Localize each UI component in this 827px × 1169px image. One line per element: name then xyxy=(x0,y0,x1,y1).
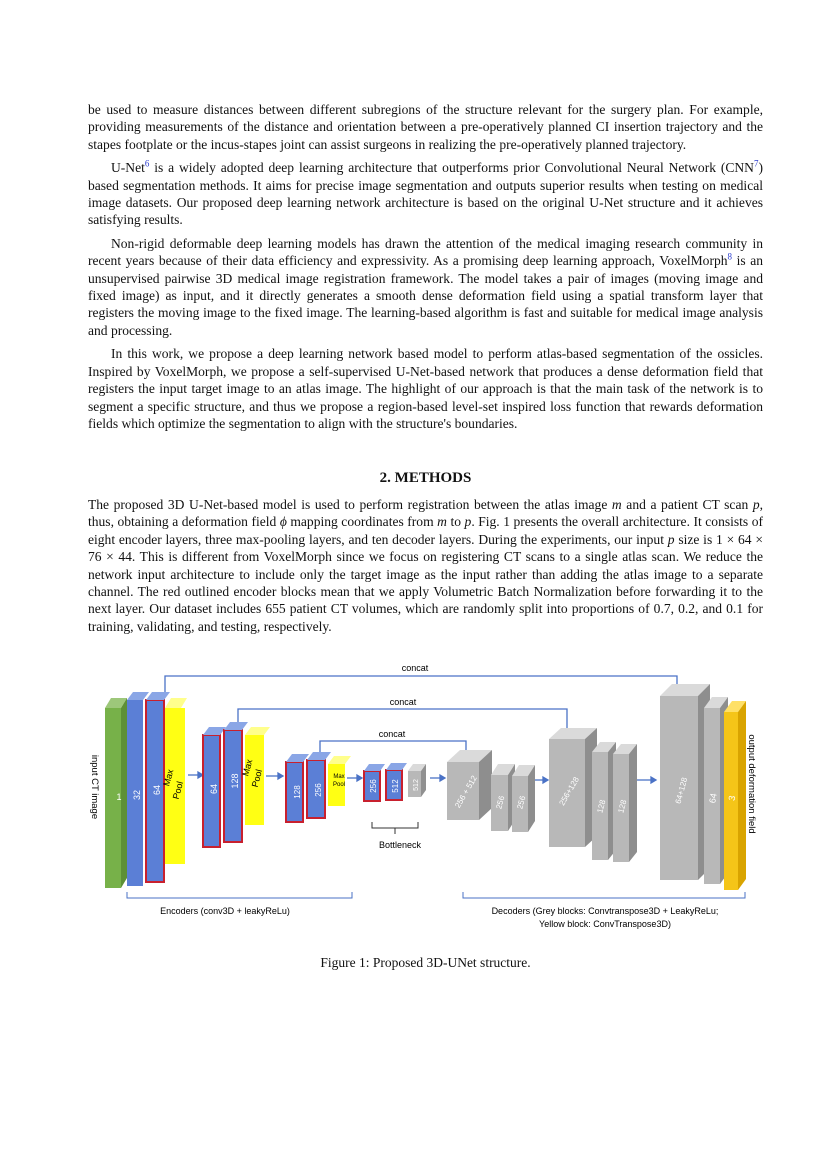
concat-label-3: concat xyxy=(378,729,406,739)
block-side xyxy=(629,744,637,862)
text: size is 1 × 64 × 76 × 44. This is different from VoxelMorph since we focus on registering CT scans to a single atlas scan. We reduce the network input architecture to include only the target image as the input rather than adding the atlas image to a separate channel. The red outlined encoder blocks mean that we apply Volumetric Batch Normalization before forwarding it to the next layer. Our dataset includes 655 patient CT volumes, which are randomly split into proportions of 0.7, 0.2, and 0.1 for training, validating, and testing, respectively. xyxy=(88,531,763,634)
block-side xyxy=(121,698,127,888)
bottleneck-label: Bottleneck xyxy=(378,840,422,850)
block-label: Pool xyxy=(170,780,186,801)
block-label: 256 xyxy=(369,779,378,793)
block-label: 1 xyxy=(116,792,122,802)
bottleneck-bracket xyxy=(372,822,418,828)
section-heading-methods: 2. METHODS xyxy=(379,470,472,486)
encoder-stage-2 xyxy=(203,722,270,847)
concat-label-1: concat xyxy=(401,663,429,673)
math-m: m xyxy=(611,497,622,512)
text: is a widely adopted deep learning architecture that outperforms prior Convolutional Neural Network (CNN xyxy=(149,160,754,176)
block-label: 128 xyxy=(595,798,608,815)
block-label: 64 xyxy=(707,792,719,804)
text: U-Net xyxy=(111,160,145,176)
output-deformation-label: output deformation field xyxy=(746,734,757,834)
text: is an unsupervised pairwise 3D medical image registration framework. The model takes a pair of images (moving image and fixed image) as input, and it directly generates a smooth dense deformation field using a spatial transform layer that registers the moving image to the fixed image. The learning-based algorithm is fast and suitable for medical image analysis and processing. xyxy=(88,253,763,338)
block-side xyxy=(528,765,535,832)
bottleneck-stage xyxy=(364,763,426,850)
block-top xyxy=(386,763,407,770)
block-label: Max xyxy=(240,758,255,778)
decoder-stage-1 xyxy=(447,750,535,832)
text: Non-rigid deformable deep learning models has drawn the attention of the medical imaging research community in recent years because of their data efficiency and expressivity. As a promising deep learning approach, VoxelMorph xyxy=(88,235,763,269)
block-side xyxy=(738,701,746,890)
block-top xyxy=(364,764,385,771)
math-m: m xyxy=(437,514,447,530)
paragraph-distances: be used to measure distances between different subregions of the structure relevant for the surgery plan. For example, providing measurements of the distance and orientation between a pre-operatively planned CI insertion trajectory and the stapes footplate or the incus-stapes joint can assist surgeons in realizing the pre-operatively planned trajectory. xyxy=(88,102,763,152)
concat-label-2: concat xyxy=(389,697,417,707)
block-top xyxy=(307,752,331,760)
text: to xyxy=(446,514,465,530)
math-p: p xyxy=(667,531,675,547)
citation-8[interactable]: 8 xyxy=(727,251,733,262)
intro-section xyxy=(88,101,763,438)
text: , thus, obtaining a deformation field xyxy=(88,497,763,530)
block-label: 256 + 512 xyxy=(453,773,479,810)
text: and a patient CT scan xyxy=(621,497,753,512)
block-label: 3 xyxy=(726,794,738,802)
block-label: 64+128 xyxy=(673,776,690,805)
block-label: 128 xyxy=(616,798,629,815)
methods-section xyxy=(88,496,763,641)
block-label: 128 xyxy=(293,785,302,799)
math-p: p xyxy=(464,514,472,530)
text: ) based segmentation methods. It aims for precise image segmentation and outputs superior results when testing on medical image datasets. Our proposed deep learning network architecture is based on the original U-Net structure and it achieves satisfying results. xyxy=(88,160,763,228)
arrow-head xyxy=(543,777,548,783)
block-top xyxy=(328,756,351,764)
block-label: 32 xyxy=(132,789,142,801)
arrow-head xyxy=(651,777,656,783)
block-label: 256 xyxy=(515,794,528,811)
block-top xyxy=(224,722,248,730)
paragraph-voxelmorph xyxy=(88,235,763,339)
citation-7[interactable]: 7 xyxy=(753,158,759,169)
block-label: Max xyxy=(333,774,345,780)
math-phi: ϕ xyxy=(279,514,287,530)
block-label: 256 xyxy=(494,794,507,811)
block-label: 512 xyxy=(391,779,400,793)
block-label: Pool xyxy=(249,768,265,789)
block-label: 256+128 xyxy=(557,775,581,808)
block-label: 64 xyxy=(152,784,162,796)
decoder-stage-3 xyxy=(660,684,746,890)
arrow-head xyxy=(357,775,362,781)
block-top xyxy=(286,754,309,762)
figure-caption: Figure 1: Proposed 3D-UNet structure. xyxy=(320,955,531,970)
encoder-stage-1 xyxy=(105,692,187,888)
unet-architecture-figure xyxy=(0,655,827,945)
paragraph-methods xyxy=(88,496,763,635)
block-top xyxy=(245,727,270,735)
block-top xyxy=(146,692,170,700)
block-label: Max xyxy=(161,768,176,788)
block-label: 128 xyxy=(230,773,240,789)
block-top xyxy=(203,727,226,735)
block-top xyxy=(127,692,149,700)
block-side xyxy=(479,750,492,820)
encoders-bracket xyxy=(127,892,352,898)
decoder-stage-2 xyxy=(549,728,637,862)
input-ct-label: input CT image xyxy=(89,754,100,820)
text: The proposed 3D U-Net-based model is used to perform registration between the atlas image xyxy=(88,497,612,512)
decoders-label-line1: Decoders (Grey blocks: Convtranspose3D + LeakyReLu; xyxy=(491,906,719,916)
concat-line-1 xyxy=(165,676,677,695)
citation-6[interactable]: 6 xyxy=(144,158,150,169)
block-top xyxy=(165,698,187,708)
math-p: p xyxy=(752,497,760,512)
paragraph-unet xyxy=(88,159,763,229)
decoders-label-line2: Yellow block: ConvTranspose3D) xyxy=(539,919,671,929)
block-label: Pool xyxy=(332,782,346,788)
block-label: 64 xyxy=(209,783,219,795)
decoders-bracket xyxy=(463,892,745,898)
encoders-label: Encoders (conv3D + leakyReLu) xyxy=(160,906,290,916)
encoder-stage-3 xyxy=(286,752,351,822)
text: mapping coordinates from xyxy=(286,514,438,530)
paragraph-this-work: In this work, we propose a deep learning network based model to perform atlas-based segmentation of the ossicles. Inspired by VoxelMorph, we propose a self-supervised U-Net-based network that produces a dense deformation field that registers the input target image to an atlas image. The highlight of our approach is that the main task of the network is to segment a specific structure, and thus we propose a region-based level-set inspired loss function that rewards deformation fields which optimize the segmentation to align with the structure's boundaries. xyxy=(88,346,763,431)
text: . Fig. 1 presents the overall architecture. It consists of eight encoder layers, three max-pooling layers, and ten decoder layers. During the experiments, our input xyxy=(88,514,763,547)
block-label: 256 xyxy=(314,783,323,797)
arrow-head xyxy=(278,773,283,779)
block-label: 512 xyxy=(413,779,420,791)
arrow-head xyxy=(440,775,445,781)
